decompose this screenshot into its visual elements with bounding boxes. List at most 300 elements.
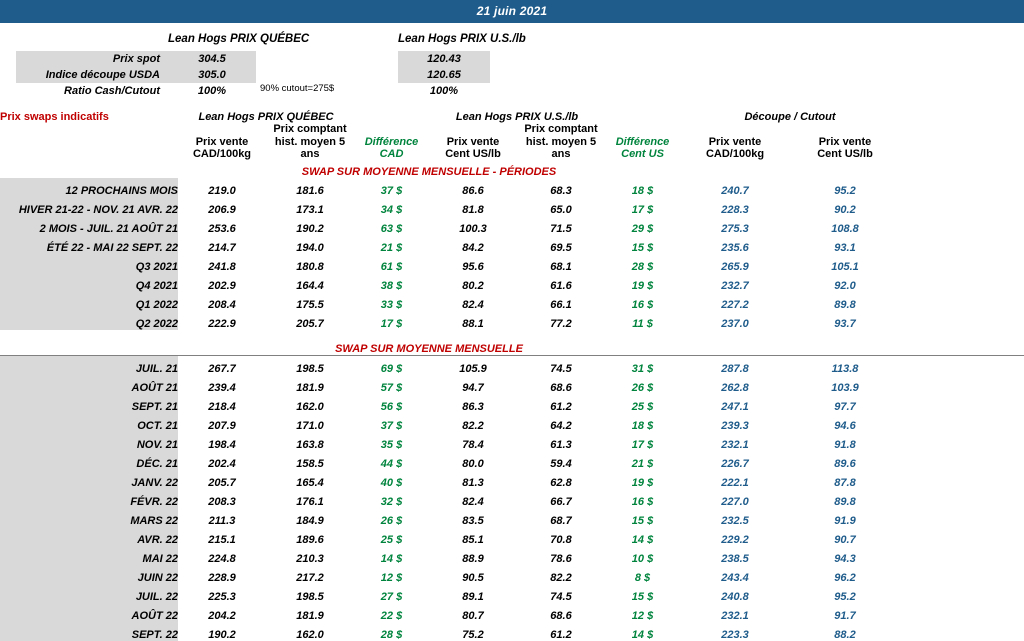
spot-quebec-indice: 305.0 — [168, 67, 256, 83]
mensuelle-quebec-comptant: 217.2 — [296, 571, 324, 584]
spot-label-ratio: Ratio Cash/Cutout — [64, 85, 160, 97]
periode-cutout-us: 90.2 — [834, 203, 856, 216]
mensuelle-difference-us: 31 $ — [631, 362, 654, 375]
mensuelle-quebec-vente: 218.4 — [208, 400, 236, 413]
mensuelle-quebec-vente: 225.3 — [208, 590, 236, 603]
mensuelle-quebec-vente: 205.7 — [208, 476, 236, 489]
group-header-us: Lean Hogs PRIX U.S./lb — [455, 111, 579, 123]
mensuelle-difference-us: 21 $ — [631, 457, 654, 470]
row-padding — [900, 527, 1024, 546]
mensuelle-us-comptant: 61.3 — [550, 438, 572, 451]
mensuelle-us-vente: 78.4 — [462, 438, 484, 451]
mensuelle-difference-cad: 56 $ — [380, 400, 403, 413]
periode-difference-us: 17 $ — [631, 203, 654, 216]
periode-difference-cad: 63 $ — [380, 222, 403, 235]
periode-cutout-cad: 265.9 — [721, 260, 749, 273]
mensuelle-cutout-us: 90.7 — [834, 533, 856, 546]
periode-quebec-comptant: 205.7 — [296, 317, 324, 330]
swaps-section-label: Prix swaps indicatifs — [0, 111, 109, 123]
mensuelle-row-label: JANV. 22 — [0, 470, 178, 489]
mensuelle-quebec-vente: 267.7 — [208, 362, 236, 375]
periode-quebec-vente: 241.8 — [208, 260, 236, 273]
mensuelle-cutout-us: 91.8 — [834, 438, 856, 451]
mensuelle-us-vente: 82.4 — [462, 495, 484, 508]
mensuelle-quebec-comptant: 181.9 — [296, 381, 324, 394]
mensuelle-cutout-us: 94.3 — [834, 552, 856, 565]
col-header-difference-us-l1: Différence — [615, 135, 670, 148]
spot-row-labels — [16, 51, 168, 99]
periode-quebec-vente: 214.7 — [208, 241, 236, 254]
spot-label-indice-decoupe: Indice découpe USDA — [16, 67, 168, 83]
mensuelle-quebec-comptant: 210.3 — [296, 552, 324, 565]
band-mensuelle-title: SWAP SUR MOYENNE MENSUELLE — [335, 342, 523, 355]
periode-cutout-cad: 228.3 — [721, 203, 749, 216]
mensuelle-quebec-vente: 215.1 — [208, 533, 236, 546]
mensuelle-us-vente: 85.1 — [462, 533, 484, 546]
mensuelle-us-comptant: 82.2 — [550, 571, 572, 584]
col-header-us-vente-l1: Prix vente — [446, 135, 500, 148]
col-header-quebec-vente-l1: Prix vente — [195, 135, 249, 148]
spot-us-ratio: 100% — [429, 85, 459, 97]
band-periodes-row — [0, 161, 1024, 178]
periode-cutout-cad: 237.0 — [721, 317, 749, 330]
mensuelle-row-label: AOÛT 21 — [0, 375, 178, 394]
table-row — [0, 584, 1024, 603]
mensuelle-cutout-cad: 243.4 — [721, 571, 749, 584]
mensuelle-cutout-us: 113.8 — [831, 362, 859, 375]
mensuelle-cutout-cad: 287.8 — [721, 362, 749, 375]
periode-us-vente: 84.2 — [462, 241, 484, 254]
col-header-us-vente-l2: Cent US/lb — [445, 148, 501, 161]
row-padding — [900, 273, 1024, 292]
mensuelle-difference-us: 18 $ — [631, 419, 654, 432]
periode-us-vente: 100.3 — [459, 222, 487, 235]
spot-quebec-values — [168, 51, 256, 99]
mensuelle-cutout-cad: 239.3 — [721, 419, 749, 432]
mensuelle-cutout-cad: 232.1 — [721, 609, 749, 622]
periode-us-comptant: 69.5 — [550, 241, 572, 254]
mensuelle-difference-cad: 28 $ — [380, 628, 403, 641]
periode-us-comptant: 77.2 — [550, 317, 572, 330]
col-header-us-comptant-l3: ans — [551, 148, 571, 161]
periode-cutout-us: 89.8 — [834, 298, 856, 311]
mensuelle-cutout-us: 91.9 — [834, 514, 856, 527]
periode-quebec-comptant: 173.1 — [296, 203, 324, 216]
periode-row-label: 2 MOIS - JUIL. 21 AOÛT 21 — [0, 216, 178, 235]
periode-quebec-vente: 206.9 — [208, 203, 236, 216]
row-padding — [900, 311, 1024, 330]
col-header-difference-cad — [354, 123, 429, 161]
row-padding — [900, 413, 1024, 432]
periode-cutout-us: 95.2 — [834, 184, 856, 197]
periode-us-vente: 88.1 — [462, 317, 484, 330]
mensuelle-difference-us: 12 $ — [631, 609, 654, 622]
mensuelle-row-label: JUIL. 22 — [0, 584, 178, 603]
mensuelle-row-label: SEPT. 21 — [0, 394, 178, 413]
table-row — [0, 235, 1024, 254]
table-row — [0, 413, 1024, 432]
swaps-table — [0, 105, 1024, 641]
mensuelle-quebec-comptant: 162.0 — [296, 400, 324, 413]
mensuelle-difference-us: 14 $ — [631, 628, 654, 641]
periode-us-vente: 80.2 — [462, 279, 484, 292]
mensuelle-difference-us: 26 $ — [631, 381, 654, 394]
col-header-us-comptant-l2: hist. moyen 5 — [525, 135, 597, 148]
periode-us-vente: 81.8 — [462, 203, 484, 216]
mensuelle-us-comptant: 62.8 — [550, 476, 572, 489]
table-row — [0, 470, 1024, 489]
col-header-quebec-comptant-l3: ans — [300, 148, 320, 161]
mensuelle-quebec-comptant: 162.0 — [296, 628, 324, 641]
periode-cutout-cad: 275.3 — [721, 222, 749, 235]
mensuelle-us-vente: 82.2 — [462, 419, 484, 432]
mensuelle-cutout-cad: 262.8 — [721, 381, 749, 394]
table-row — [0, 197, 1024, 216]
mensuelle-difference-cad: 27 $ — [380, 590, 403, 603]
table-row — [0, 356, 1024, 375]
periode-quebec-comptant: 190.2 — [296, 222, 324, 235]
mensuelle-quebec-vente: 211.3 — [208, 514, 236, 527]
periode-row-label: Q4 2021 — [0, 273, 178, 292]
table-row — [0, 622, 1024, 641]
mensuelle-us-comptant: 61.2 — [550, 628, 572, 641]
mensuelle-quebec-comptant: 198.5 — [296, 362, 324, 375]
mensuelle-us-vente: 75.2 — [462, 628, 484, 641]
periode-quebec-vente: 219.0 — [208, 184, 236, 197]
band-periodes-title: SWAP SUR MOYENNE MENSUELLE - PÉRIODES — [301, 165, 557, 178]
mensuelle-difference-us: 15 $ — [631, 514, 654, 527]
mensuelle-row-label: JUIN 22 — [0, 565, 178, 584]
mensuelle-us-vente: 89.1 — [462, 590, 484, 603]
row-padding — [900, 470, 1024, 489]
mensuelle-cutout-cad: 222.1 — [721, 476, 749, 489]
mensuelle-us-comptant: 59.4 — [550, 457, 572, 470]
col-header-us-vente — [429, 123, 517, 161]
row-padding — [900, 622, 1024, 641]
mensuelle-difference-us: 16 $ — [631, 495, 654, 508]
mensuelle-quebec-comptant: 163.8 — [296, 438, 324, 451]
mensuelle-difference-us: 8 $ — [634, 571, 651, 584]
table-row — [0, 527, 1024, 546]
mensuelle-difference-cad: 57 $ — [380, 381, 403, 394]
row-padding — [900, 178, 1024, 197]
mensuelle-row-label: FÉVR. 22 — [0, 489, 178, 508]
mensuelle-quebec-comptant: 189.6 — [296, 533, 324, 546]
periode-difference-cad: 37 $ — [380, 184, 403, 197]
row-padding — [900, 432, 1024, 451]
spot-prices-section — [0, 33, 1024, 105]
periode-difference-us: 11 $ — [632, 317, 653, 330]
periode-quebec-comptant: 175.5 — [296, 298, 324, 311]
table-row — [0, 216, 1024, 235]
swaps-column-header-row — [0, 123, 1024, 161]
row-padding — [900, 197, 1024, 216]
mensuelle-us-vente: 80.0 — [462, 457, 484, 470]
table-row — [0, 273, 1024, 292]
mensuelle-difference-cad: 44 $ — [380, 457, 403, 470]
mensuelle-us-comptant: 64.2 — [550, 419, 572, 432]
periode-difference-cad: 17 $ — [380, 317, 403, 330]
group-header-quebec: Lean Hogs PRIX QUÉBEC — [198, 111, 334, 123]
page-title: 21 juin 2021 — [0, 0, 1024, 23]
row-padding — [900, 254, 1024, 273]
mensuelle-row-label: MAI 22 — [0, 546, 178, 565]
mensuelle-row-label: JUIL. 21 — [0, 356, 178, 375]
row-padding — [900, 216, 1024, 235]
periode-us-comptant: 68.1 — [550, 260, 572, 273]
spot-us-values — [398, 51, 490, 99]
mensuelle-quebec-comptant: 158.5 — [296, 457, 324, 470]
row-padding — [900, 356, 1024, 375]
mensuelle-us-vente: 88.9 — [462, 552, 484, 565]
mensuelle-difference-us: 25 $ — [631, 400, 654, 413]
mensuelle-us-comptant: 61.2 — [550, 400, 572, 413]
col-header-cutout-cad-l1: Prix vente — [708, 135, 762, 148]
mensuelle-row-label: OCT. 21 — [0, 413, 178, 432]
mensuelle-difference-cad: 37 $ — [380, 419, 403, 432]
row-padding — [900, 584, 1024, 603]
periode-us-vente: 95.6 — [462, 260, 484, 273]
periode-cutout-us: 93.7 — [834, 317, 856, 330]
table-row — [0, 508, 1024, 527]
periode-quebec-vente: 202.9 — [208, 279, 236, 292]
periode-quebec-vente: 253.6 — [208, 222, 236, 235]
row-padding — [900, 603, 1024, 622]
periode-row-label: HIVER 21-22 - NOV. 21 AVR. 22 — [0, 197, 178, 216]
mensuelle-row-label: AVR. 22 — [0, 527, 178, 546]
mensuelle-cutout-us: 96.2 — [834, 571, 856, 584]
periode-us-comptant: 71.5 — [550, 222, 572, 235]
col-header-cutout-cad-l2: CAD/100kg — [705, 148, 765, 161]
mensuelle-difference-cad: 22 $ — [380, 609, 403, 622]
table-row — [0, 565, 1024, 584]
mensuelle-row-label: SEPT. 22 — [0, 622, 178, 641]
periode-difference-cad: 34 $ — [380, 203, 403, 216]
mensuelle-quebec-comptant: 184.9 — [296, 514, 324, 527]
table-row — [0, 394, 1024, 413]
mensuelle-us-comptant: 74.5 — [550, 590, 572, 603]
table-row — [0, 311, 1024, 330]
periode-difference-cad: 21 $ — [380, 241, 403, 254]
spot-us-indice: 120.65 — [398, 67, 490, 83]
periode-us-comptant: 65.0 — [550, 203, 572, 216]
periode-difference-us: 18 $ — [631, 184, 654, 197]
periode-difference-us: 16 $ — [631, 298, 654, 311]
mensuelle-quebec-vente: 198.4 — [208, 438, 236, 451]
col-header-cutout-us — [790, 123, 900, 161]
mensuelle-us-vente: 81.3 — [462, 476, 484, 489]
mensuelle-us-comptant: 74.5 — [550, 362, 572, 375]
mensuelle-cutout-us: 91.7 — [834, 609, 856, 622]
mensuelle-us-comptant: 78.6 — [550, 552, 572, 565]
row-padding — [900, 546, 1024, 565]
mensuelle-cutout-us: 89.8 — [834, 495, 856, 508]
mensuelle-difference-cad: 69 $ — [380, 362, 403, 375]
periode-cutout-us: 93.1 — [834, 241, 856, 254]
table-row — [0, 254, 1024, 273]
table-row — [0, 603, 1024, 622]
mensuelle-quebec-vente: 202.4 — [208, 457, 236, 470]
mensuelle-quebec-comptant: 176.1 — [296, 495, 324, 508]
mensuelle-cutout-us: 97.7 — [834, 400, 856, 413]
col-header-quebec-vente-l2: CAD/100kg — [192, 148, 252, 161]
spot-us-prix-spot: 120.43 — [398, 51, 490, 67]
periode-row-label: ÉTÉ 22 - MAI 22 SEPT. 22 — [0, 235, 178, 254]
col-header-cutout-us-l2: Cent US/lb — [817, 148, 873, 161]
periode-difference-us: 29 $ — [631, 222, 654, 235]
mensuelle-cutout-us: 88.2 — [834, 628, 856, 641]
mensuelle-cutout-us: 95.2 — [834, 590, 856, 603]
periode-us-comptant: 66.1 — [550, 298, 572, 311]
mensuelle-cutout-cad: 226.7 — [721, 457, 749, 470]
periode-quebec-comptant: 194.0 — [296, 241, 324, 254]
mensuelle-us-comptant: 70.8 — [550, 533, 572, 546]
row-padding — [900, 508, 1024, 527]
mensuelle-cutout-us: 94.6 — [834, 419, 856, 432]
periode-difference-cad: 33 $ — [380, 298, 403, 311]
mensuelle-us-vente: 86.3 — [462, 400, 484, 413]
periode-us-comptant: 61.6 — [550, 279, 572, 292]
mensuelle-quebec-vente: 190.2 — [208, 628, 236, 641]
spacer — [0, 330, 1024, 338]
periode-row-label: 12 PROCHAINS MOIS — [0, 178, 178, 197]
periode-row-label: Q2 2022 — [0, 311, 178, 330]
periode-row-label: Q3 2021 — [0, 254, 178, 273]
periode-quebec-comptant: 180.8 — [296, 260, 324, 273]
mensuelle-quebec-comptant: 198.5 — [296, 590, 324, 603]
mensuelle-difference-cad: 14 $ — [380, 552, 403, 565]
spot-quebec-header: Lean Hogs PRIX QUÉBEC — [168, 33, 310, 45]
mensuelle-quebec-vente: 204.2 — [208, 609, 236, 622]
mensuelle-cutout-cad: 232.1 — [721, 438, 749, 451]
mensuelle-quebec-vente: 208.3 — [208, 495, 236, 508]
col-header-difference-cad-l2: CAD — [379, 148, 404, 161]
col-header-cutout-cad — [680, 123, 790, 161]
spot-us-header: Lean Hogs PRIX U.S./lb — [398, 33, 526, 45]
mensuelle-quebec-vente: 239.4 — [208, 381, 236, 394]
mensuelle-cutout-cad: 238.5 — [721, 552, 749, 565]
col-header-cutout-us-l1: Prix vente — [818, 135, 872, 148]
periode-quebec-vente: 222.9 — [208, 317, 236, 330]
mensuelle-difference-us: 14 $ — [631, 533, 654, 546]
mensuelle-difference-cad: 40 $ — [380, 476, 403, 489]
mensuelle-cutout-us: 87.8 — [834, 476, 856, 489]
periode-cutout-cad: 232.7 — [721, 279, 749, 292]
mensuelle-quebec-vente: 224.8 — [208, 552, 236, 565]
row-padding — [900, 394, 1024, 413]
col-header-quebec-vente — [178, 123, 266, 161]
mensuelle-cutout-us: 89.6 — [834, 457, 856, 470]
mensuelle-us-comptant: 68.7 — [550, 514, 572, 527]
spot-quebec-ratio: 100% — [197, 85, 227, 97]
periode-difference-cad: 61 $ — [380, 260, 403, 273]
col-header-difference-cad-l1: Différence — [364, 135, 419, 148]
mensuelle-difference-cad: 25 $ — [380, 533, 403, 546]
mensuelle-difference-us: 15 $ — [631, 590, 654, 603]
spot-quebec-prix-spot: 304.5 — [168, 51, 256, 67]
mensuelle-cutout-us: 103.9 — [831, 381, 859, 394]
col-header-difference-us — [605, 123, 680, 161]
row-padding — [900, 375, 1024, 394]
periode-us-vente: 82.4 — [462, 298, 484, 311]
mensuelle-row-label: DÉC. 21 — [0, 451, 178, 470]
row-padding — [900, 235, 1024, 254]
mensuelles-rows — [0, 356, 1024, 641]
mensuelle-difference-cad: 26 $ — [380, 514, 403, 527]
periode-us-vente: 86.6 — [462, 184, 484, 197]
swaps-group-header-row — [0, 105, 1024, 123]
mensuelle-us-vente: 105.9 — [459, 362, 487, 375]
periode-difference-cad: 38 $ — [380, 279, 403, 292]
row-padding — [900, 451, 1024, 470]
periode-difference-us: 19 $ — [631, 279, 654, 292]
table-row — [0, 178, 1024, 197]
mensuelle-us-comptant: 68.6 — [550, 381, 572, 394]
table-row — [0, 489, 1024, 508]
periode-difference-us: 28 $ — [631, 260, 654, 273]
mensuelle-row-label: AOÛT 22 — [0, 603, 178, 622]
periode-us-comptant: 68.3 — [550, 184, 572, 197]
col-header-us-comptant-l1: Prix comptant — [524, 123, 598, 135]
mensuelle-cutout-cad: 247.1 — [721, 400, 749, 413]
band-mensuelle-row — [0, 338, 1024, 355]
col-header-us-comptant — [517, 123, 605, 161]
mensuelle-quebec-comptant: 171.0 — [296, 419, 324, 432]
col-header-quebec-comptant-l2: hist. moyen 5 — [274, 135, 346, 148]
mensuelle-quebec-vente: 207.9 — [208, 419, 236, 432]
mensuelle-row-label: MARS 22 — [0, 508, 178, 527]
periode-cutout-cad: 227.2 — [721, 298, 749, 311]
periodes-rows — [0, 178, 1024, 330]
mensuelle-difference-cad: 12 $ — [380, 571, 403, 584]
mensuelle-us-comptant: 66.7 — [550, 495, 572, 508]
col-header-difference-us-l2: Cent US — [621, 148, 664, 161]
mensuelle-cutout-cad: 240.8 — [721, 590, 749, 603]
mensuelle-difference-us: 10 $ — [631, 552, 654, 565]
mensuelle-difference-cad: 32 $ — [380, 495, 403, 508]
row-padding — [900, 292, 1024, 311]
table-row — [0, 451, 1024, 470]
table-row — [0, 375, 1024, 394]
mensuelle-us-vente: 83.5 — [462, 514, 484, 527]
mensuelle-difference-cad: 35 $ — [380, 438, 403, 451]
table-row — [0, 432, 1024, 451]
mensuelle-us-vente: 94.7 — [462, 381, 484, 394]
col-header-quebec-comptant-l1: Prix comptant — [273, 123, 347, 135]
col-header-quebec-comptant — [266, 123, 354, 161]
mensuelle-cutout-cad: 227.0 — [721, 495, 749, 508]
table-row — [0, 546, 1024, 565]
periode-quebec-comptant: 181.6 — [296, 184, 324, 197]
periode-row-label: Q1 2022 — [0, 292, 178, 311]
mensuelle-row-label: NOV. 21 — [0, 432, 178, 451]
group-header-cutout: Découpe / Cutout — [744, 111, 836, 123]
mensuelle-us-comptant: 68.6 — [550, 609, 572, 622]
mensuelle-us-vente: 80.7 — [462, 609, 484, 622]
spot-label-prix-spot: Prix spot — [16, 51, 168, 67]
mensuelle-cutout-cad: 232.5 — [721, 514, 749, 527]
periode-quebec-vente: 208.4 — [208, 298, 236, 311]
mensuelle-quebec-vente: 228.9 — [208, 571, 236, 584]
mensuelle-us-vente: 90.5 — [462, 571, 484, 584]
mensuelle-difference-us: 19 $ — [631, 476, 654, 489]
mensuelle-quebec-comptant: 165.4 — [296, 476, 324, 489]
mensuelle-quebec-comptant: 181.9 — [296, 609, 324, 622]
cutout-note: 90% cutout=275$ — [260, 83, 335, 94]
periode-cutout-cad: 235.6 — [721, 241, 749, 254]
table-row — [0, 292, 1024, 311]
mensuelle-cutout-cad: 229.2 — [721, 533, 749, 546]
